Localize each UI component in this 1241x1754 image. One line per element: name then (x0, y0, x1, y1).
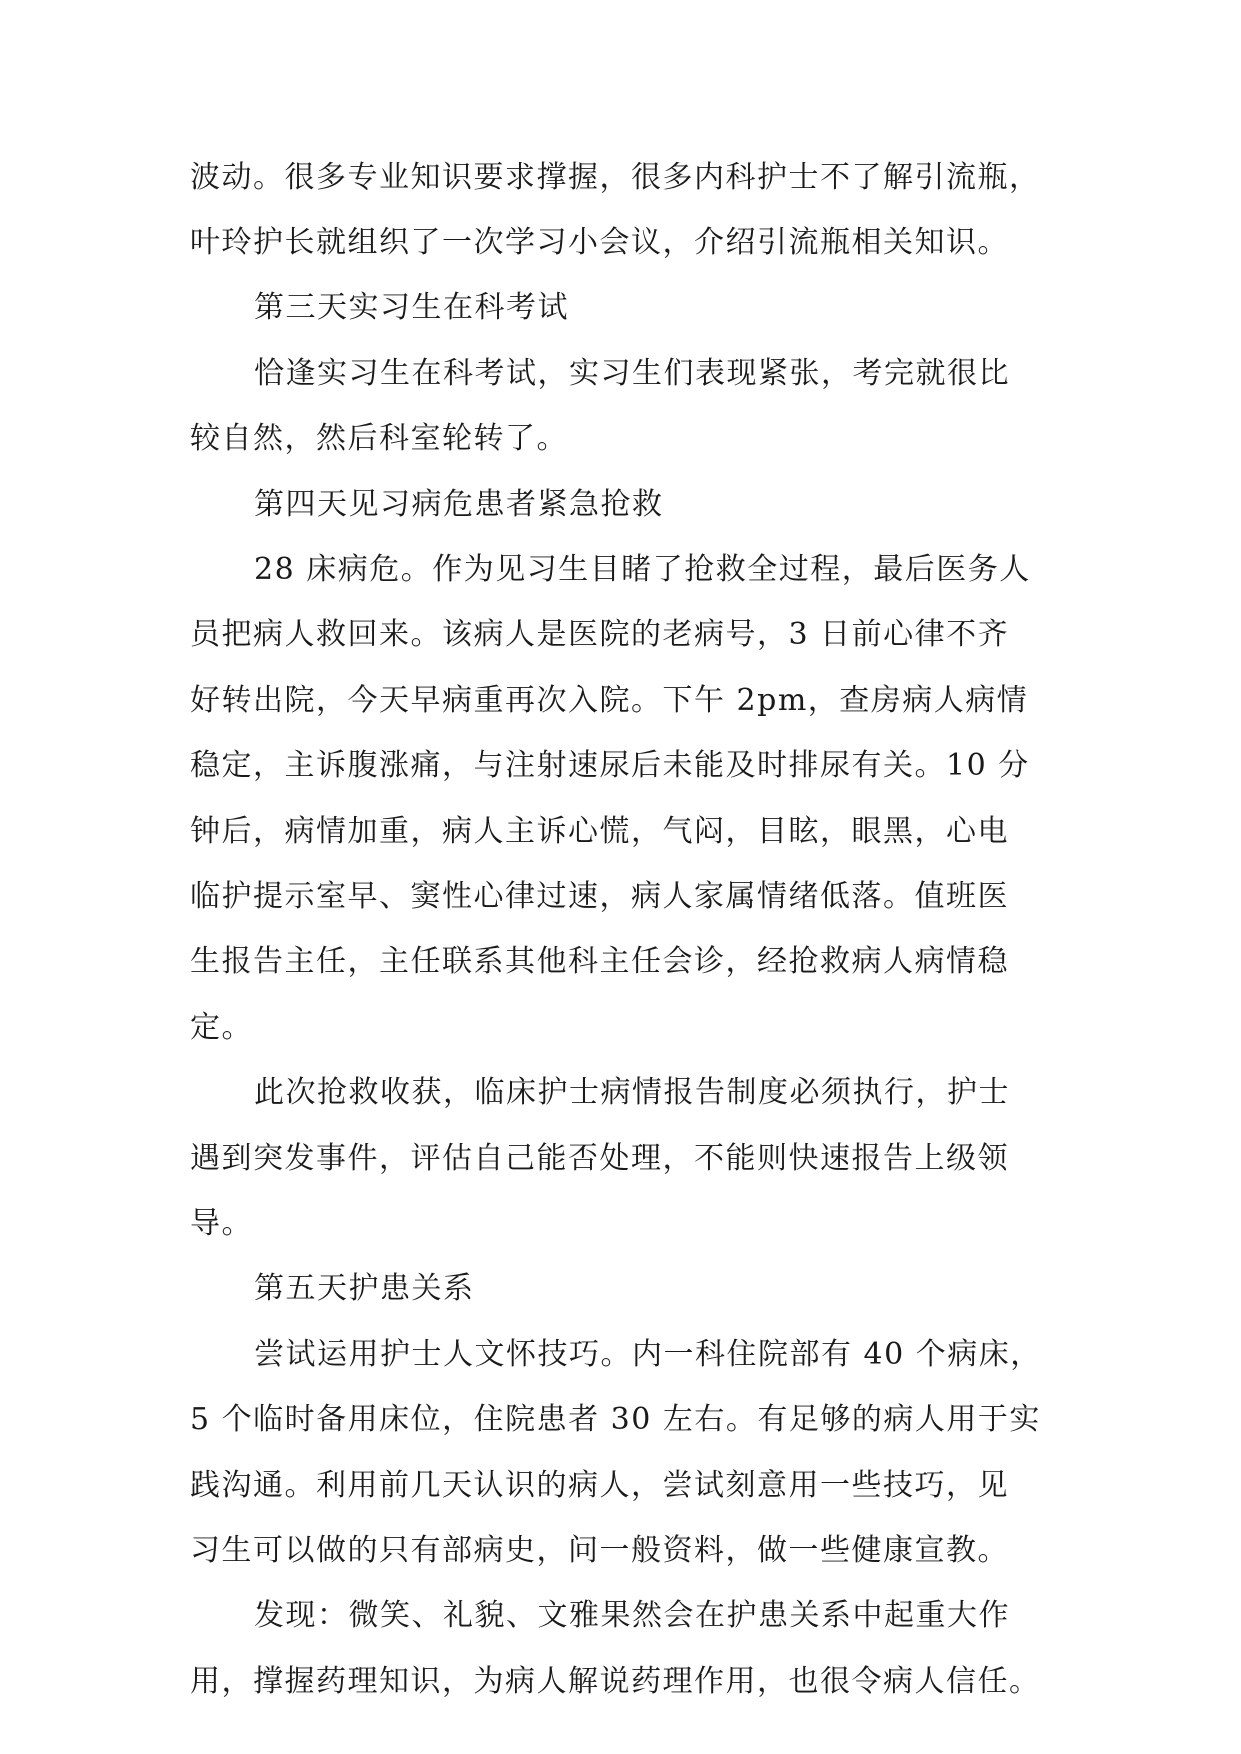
text-line: 5 个临时备用床位，住院患者 30 左右。有足够的病人用于实 (190, 1402, 1041, 1437)
text-line: 习生可以做的只有部病史，问一般资料，做一些健康宣教。 (190, 1533, 1009, 1568)
text-line: 员把病人救回来。该病人是医院的老病号，3 日前心律不齐 (190, 617, 1010, 652)
text-line: 稳定，主诉腹涨痛，与注射速尿后未能及时排尿有关。10 分 (190, 748, 1030, 783)
text-line: 波动。很多专业知识要求撑握，很多内科护士不了解引流瓶， (190, 160, 1041, 195)
section-heading-day4: 第四天见习病危患者紧急抢救 (254, 487, 664, 522)
text-line: 生报告主任，主任联系其他科主任会诊，经抢救病人病情稳 (190, 944, 1009, 979)
text-line: 钟后，病情加重，病人主诉心慌，气闷，目眩，眼黑，心电 (190, 814, 1009, 849)
text-line: 发现：微笑、礼貌、文雅果然会在护患关系中起重大作 (254, 1598, 1010, 1633)
text-line: 遇到突发事件，评估自己能否处理，不能则快速报告上级领 (190, 1141, 1009, 1176)
text-line: 恰逢实习生在科考试，实习生们表现紧张，考完就很比 (254, 356, 1010, 391)
text-line: 定。 (190, 1010, 253, 1045)
text-line: 此次抢救收获，临床护士病情报告制度必须执行，护士 (254, 1075, 1010, 1110)
text-line: 28 床病危。作为见习生目睹了抢救全过程，最后医务人 (254, 552, 1031, 587)
text-line: 尝试运用护士人文怀技巧。内一科住院部有 40 个病床， (254, 1337, 1042, 1372)
text-line: 较自然，然后科室轮转了。 (190, 421, 568, 456)
text-line: 践沟通。利用前几天认识的病人，尝试刻意用一些技巧，见 (190, 1468, 1009, 1503)
text-line: 叶玲护长就组织了一次学习小会议，介绍引流瓶相关知识。 (190, 225, 1009, 260)
text-line: 好转出院，今天早病重再次入院。下午 2pm，查房病人病情 (190, 683, 1029, 718)
section-heading-day5: 第五天护患关系 (254, 1271, 475, 1306)
text-line: 用，撑握药理知识，为病人解说药理作用，也很令病人信任。 (190, 1664, 1041, 1699)
text-line: 导。 (190, 1206, 253, 1241)
section-heading-day3: 第三天实习生在科考试 (254, 290, 569, 325)
text-line: 临护提示室早、窦性心律过速，病人家属情绪低落。值班医 (190, 879, 1009, 914)
